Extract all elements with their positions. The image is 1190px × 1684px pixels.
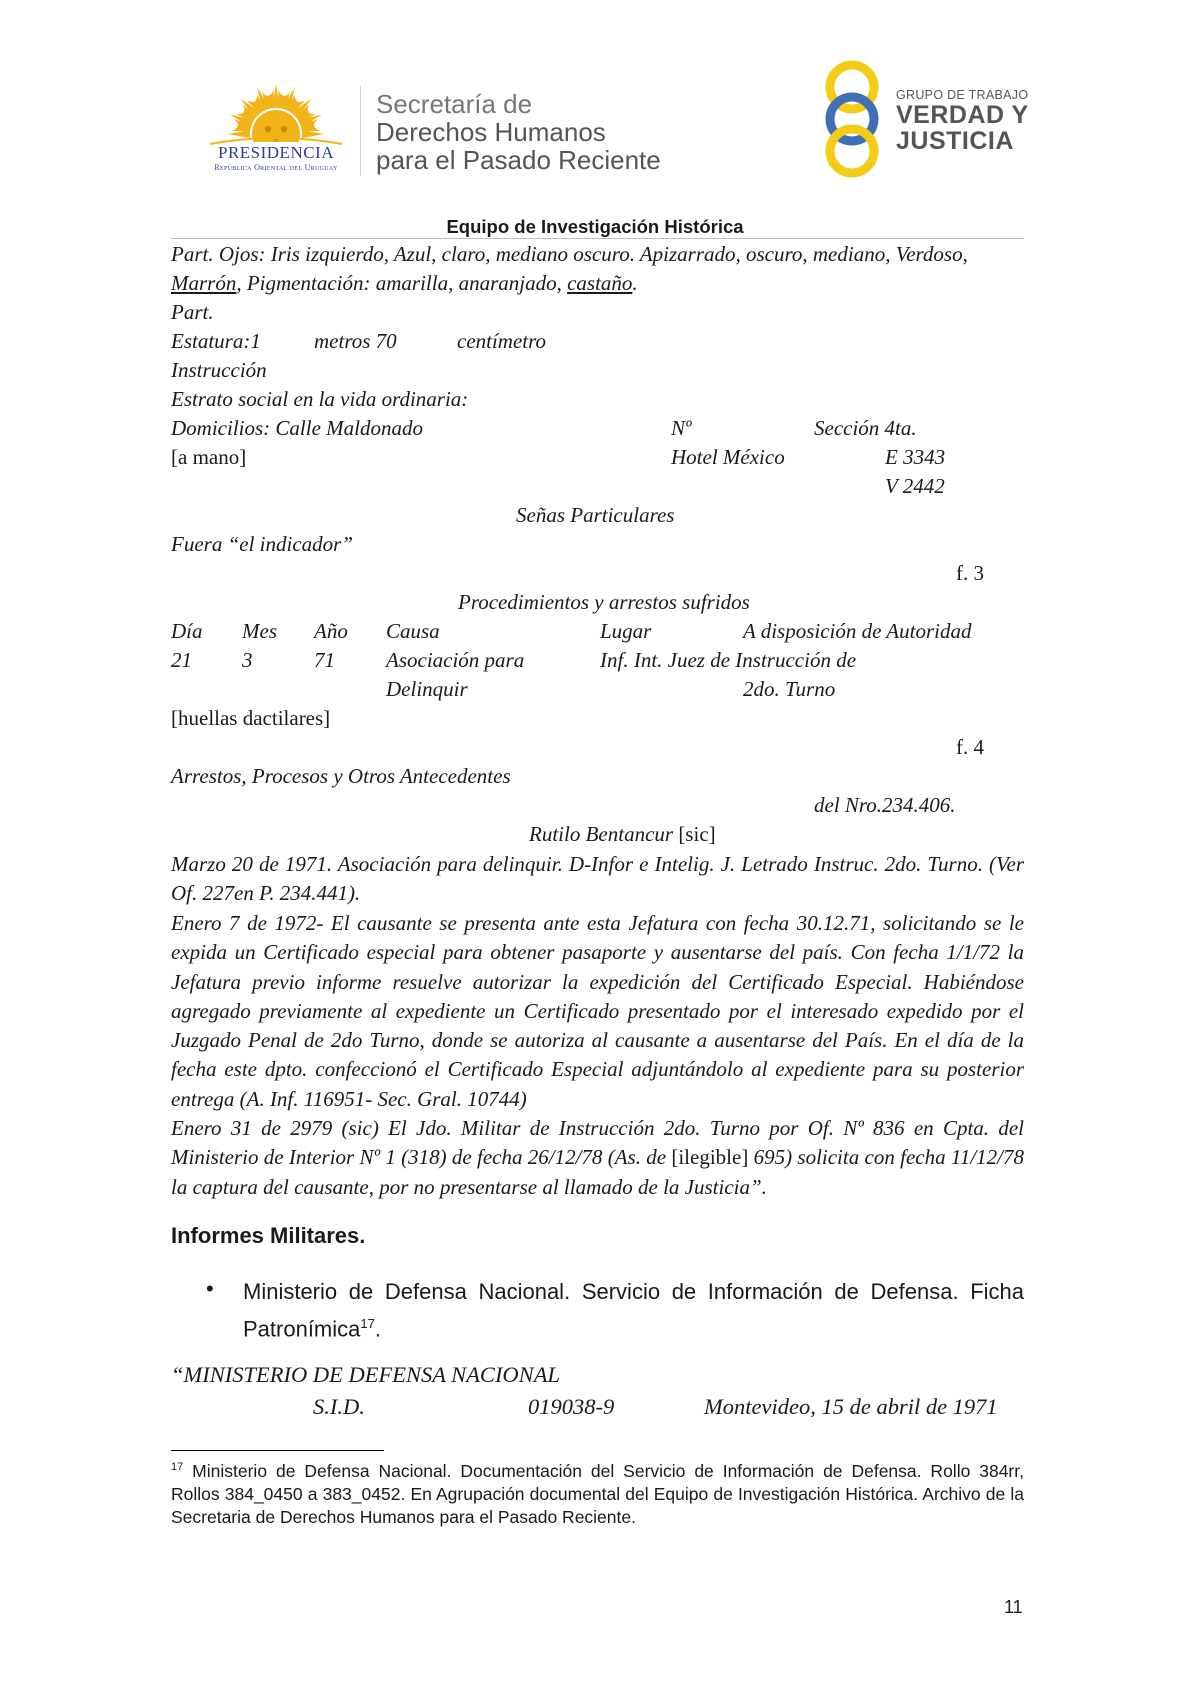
row-mes: 3 [242,648,253,672]
page-number: 11 [1004,1597,1023,1617]
seccion-label: Sección 4ta. [814,416,917,440]
pigmentacion-line [171,270,638,296]
row-causa-2: Delinquir [386,677,468,701]
centimetro-label: centímetro [457,329,547,353]
del-nro: del Nro.234.406. [814,793,956,817]
footnote-number: 17 [171,1461,184,1473]
marron-underlined: Marrón [171,271,237,295]
pigmentacion-text: , Pigmentación: amarilla, anaranjado, [236,271,568,295]
procedimientos-heading: Procedimientos y arrestos sufridos [458,590,750,614]
instruccion-label: Instrucción [171,358,267,382]
paragraph-3-c: 695) solicita con fecha 11/12/78 la captura del causante, por no presentarse al llamado de la Justicia”. [171,1145,1024,1199]
justicia-label: JUSTICIA [896,127,1014,155]
presidencia-wordmark: PRESIDENCIA [217,143,334,162]
row-lugar: Inf. Int. Juez de Instrucción de [600,648,857,672]
informes-heading: Informes Militares. [171,1223,366,1248]
quote-number: 019038-9 [528,1394,615,1419]
row-turno: 2do. Turno [743,677,836,701]
castano-underlined: castaño [567,271,633,295]
footnote-rule [171,1450,384,1451]
huellas-note: [huellas dactilares] [171,706,331,730]
secretaria-line-2: Derechos Humanos [376,117,606,147]
col-lugar: Lugar [600,619,652,643]
bullet-item-end: . [374,1316,381,1342]
col-autoridad: A disposición de Autoridad [743,619,972,643]
pigmentacion-end: . [632,271,638,295]
paragraph-3-a: Enero 31 de 2979 (sic) El Jdo. Militar de Instrucción 2do. Turno por Of. Nº 836 en Cpta. del Ministerio de Interior Nº 1 (318) de fecha 26/12/78 (As. de [171,1116,1024,1170]
quote-sid: S.I.D. [313,1394,365,1419]
estatura-label: Estatura:1 [171,329,261,353]
bullet-dot-icon: • [206,1276,214,1301]
hotel-label: Hotel México [671,445,785,469]
col-causa: Causa [386,619,440,643]
secretaria-line-3: para el Pasado Reciente [376,145,661,175]
arrestos-heading: Arrestos, Procesos y Otros Antecedentes [171,764,511,788]
col-dia: Día [171,619,203,643]
verdad-label: VERDAD Y [896,101,1029,129]
folio-3: f. 3 [956,561,984,585]
paragraph-2: Enero 7 de 1972- El causante se presenta ante esta Jefatura con fecha 30.12.71, solicitando se le expida un Certificado especial para obtener pasaporte y ausentarse del país. Con fecha 1/1/72 la Jefatura previo informe resuelve autorizar la expedición del Certificado Especial. Habiéndose agregado previamente al expediente un Certificado presentado por el interesado expedido por el Juzgado Penal de 2do Turno, donde se autoriza al causante a ausentarse del País. En el día de la fecha este dpto. confeccionó el Certificado Especial adjuntándolo al expediente para su posterior entrega (A. Inf. 116951- Sec. Gral. 10744) [171,911,1024,1111]
row-causa-1: Asociación para [386,648,525,672]
ojos-line: Part. Ojos: Iris izquierdo, Azul, claro, mediano oscuro. Apizarrado, oscuro, mediano, Verdoso, [171,242,968,266]
paragraph-1: Marzo 20 de 1971. Asociación para delinquir. D-Infor e Intelig. J. Letrado Instruc. 2do. Turno. (Ver Of. 227en P. 234.441). [171,852,1024,906]
quote-date: Montevideo, 15 de abril de 1971 [704,1394,998,1419]
metros-label: metros 70 [314,329,397,353]
bullet-item-text: Ministerio de Defensa Nacional. Servicio de Información de Defensa. Ficha Patronímica [243,1279,1024,1342]
part-label: Part. [171,300,214,324]
fuera-label: Fuera “el indicador” [171,532,353,556]
folio-4: f. 4 [956,735,984,759]
quote-title: “MINISTERIO DE DEFENSA NACIONAL [171,1362,560,1387]
header-rule [171,238,1024,239]
v-number: V 2442 [885,474,945,498]
bullet-item [243,1276,1024,1345]
nro-label: Nº [671,416,692,440]
grupo-trabajo-label: GRUPO DE TRABAJO [896,88,1029,102]
rutilo-line [529,821,716,847]
rutilo-name: Rutilo Bentancur [529,822,674,846]
footnote-ref[interactable]: 17 [360,1316,375,1331]
team-title: Equipo de Investigación Histórica [446,216,744,237]
grupo-trabajo-text [896,88,1029,154]
e-number: E 3343 [885,445,946,469]
presidencia-subtitle: República Oriental del Uruguay [214,163,338,172]
secretaria-title [376,90,661,174]
row-anio: 71 [314,648,335,672]
footnote-text: Ministerio de Defensa Nacional. Documentación del Servicio de Información de Defensa. Rollo 384rr, Rollos 384_0450 a 383_0452. En Agrupación documental del Equipo de Investigación Histórica. Archivo de la Secretaria de Derechos Humanos para el Pasado Reciente. [171,1460,1024,1527]
col-mes: Mes [242,619,277,643]
col-anio: Año [314,619,348,643]
rutilo-sic: [sic] [673,822,716,846]
paragraph-3 [171,1114,1024,1202]
domicilios-label: Domicilios: Calle Maldonado [171,416,423,440]
secretaria-line-1: Secretaría de [376,89,533,119]
a-mano-note: [a mano] [171,445,247,469]
footnote [171,1456,1024,1529]
estrato-label: Estrato social en la vida ordinaria: [171,387,469,411]
header-divider [360,86,361,176]
ilegible-note: [ilegible] [671,1145,749,1170]
senas-heading: Señas Particulares [516,503,675,527]
row-dia: 21 [171,648,192,672]
